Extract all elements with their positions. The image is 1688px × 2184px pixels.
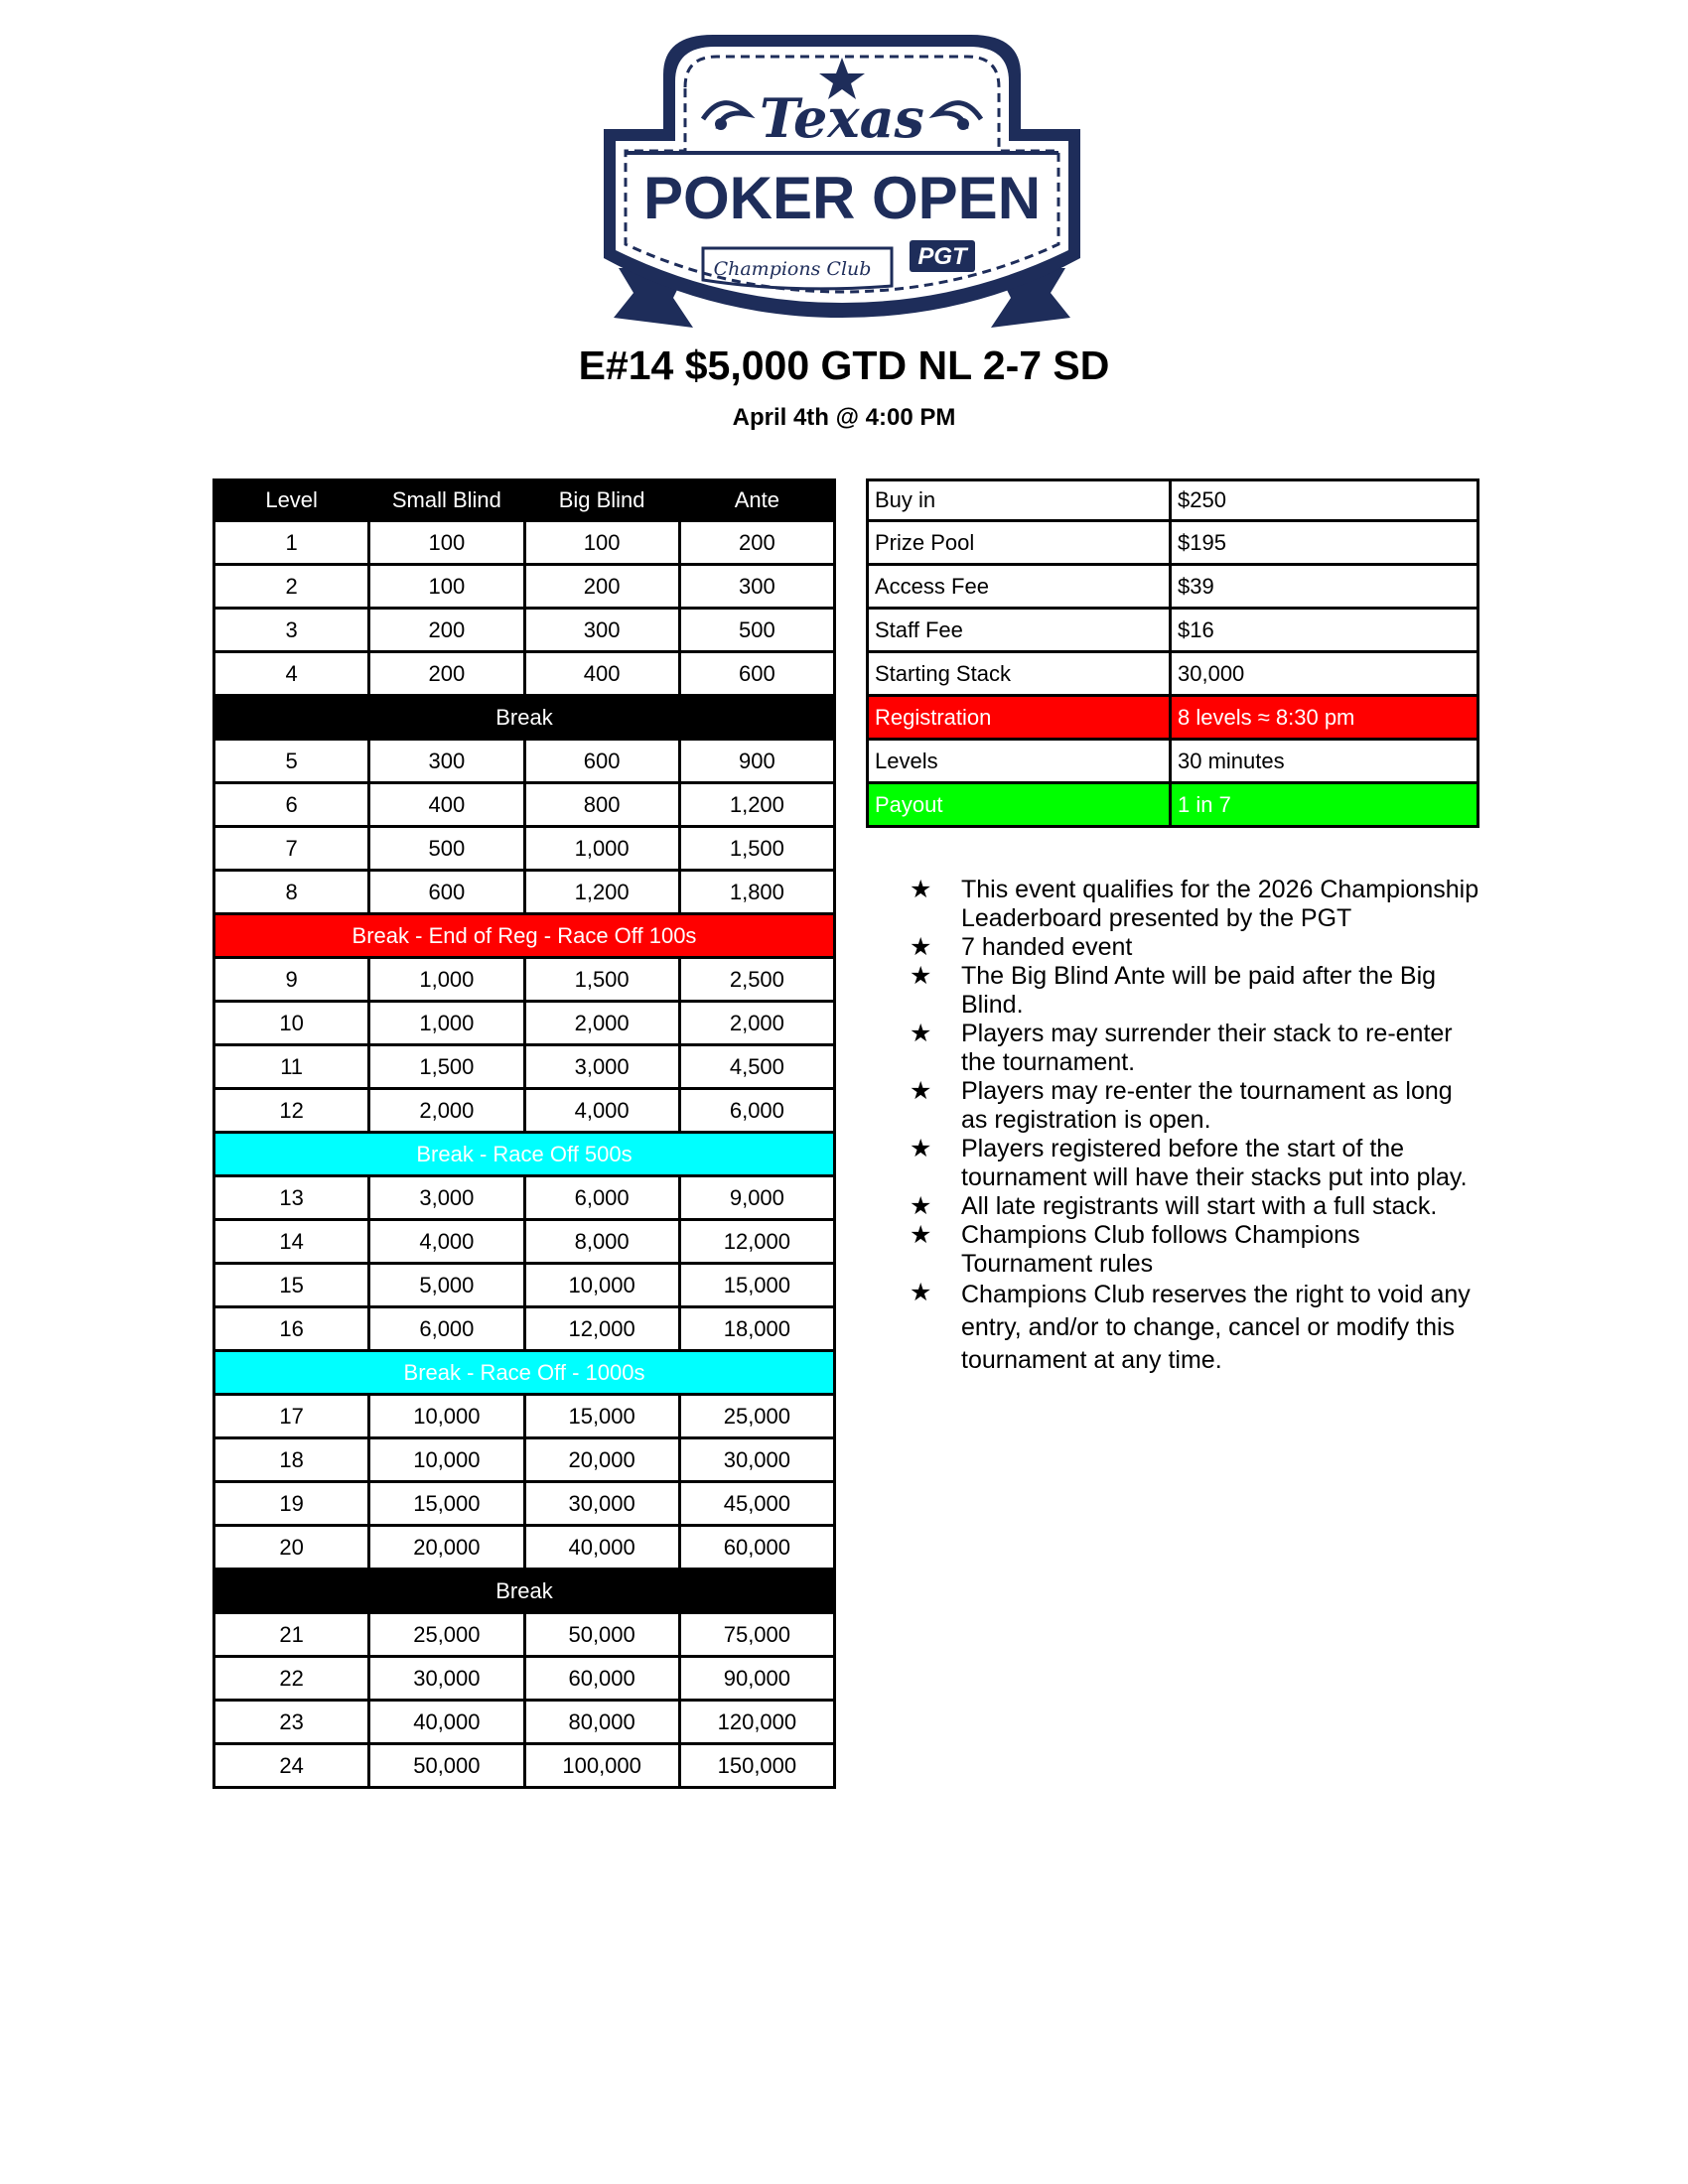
level-cell: 10 <box>215 1003 370 1043</box>
rule-text: Players registered before the start of the tournament will have their stacks put into play. <box>961 1135 1468 1191</box>
level-cell: 5 <box>215 741 370 781</box>
header-big-blind: Big Blind <box>526 481 681 519</box>
logo-pgt-badge: PGT <box>917 243 967 270</box>
small-blind-cell: 2,000 <box>370 1090 525 1131</box>
level-row <box>212 1265 836 1308</box>
logo-texas-word: Texas <box>760 86 924 150</box>
rule-text: Players may surrender their stack to re-enter the tournament. <box>961 1020 1453 1076</box>
star-icon: ★ <box>910 876 932 903</box>
info-value: $16 <box>1178 616 1214 642</box>
level-cell: 9 <box>215 959 370 1000</box>
star-icon: ★ <box>910 1221 932 1249</box>
level-cell: 11 <box>215 1046 370 1087</box>
big-blind-cell: 600 <box>526 741 681 781</box>
ante-cell: 45,000 <box>723 1490 791 1516</box>
ante-cell: 150,000 <box>717 1752 797 1778</box>
ante-cell: 30,000 <box>723 1446 791 1472</box>
small-blind-cell: 40,000 <box>370 1702 525 1742</box>
info-value: 8 levels ≈ 8:30 pm <box>1178 704 1355 730</box>
ante-cell: 1,500 <box>729 835 784 861</box>
blind-table-header <box>212 478 836 522</box>
info-value: 1 in 7 <box>1178 791 1231 817</box>
ante-cell: 1,200 <box>729 791 784 817</box>
info-row <box>866 784 1479 828</box>
info-label: Starting Stack <box>869 653 1172 694</box>
level-row <box>212 1658 836 1702</box>
break-row: Break <box>212 697 836 741</box>
star-icon: ★ <box>910 1020 932 1047</box>
info-value: 30 minutes <box>1178 748 1285 773</box>
ante-cell: 18,000 <box>723 1315 791 1341</box>
ante-cell: 1,800 <box>729 879 784 904</box>
info-row <box>866 741 1479 784</box>
level-cell: 24 <box>215 1745 370 1786</box>
logo-texas-text <box>760 86 924 150</box>
rule-item <box>910 1279 1485 1377</box>
level-cell: 3 <box>215 610 370 650</box>
level-row <box>212 1090 836 1134</box>
big-blind-cell: 1,000 <box>526 828 681 869</box>
level-row <box>212 784 836 828</box>
big-blind-cell: 400 <box>526 653 681 694</box>
event-title: E#14 $5,000 GTD NL 2-7 SD <box>578 342 1110 388</box>
info-row <box>866 697 1479 741</box>
small-blind-cell: 30,000 <box>370 1658 525 1699</box>
small-blind-cell: 200 <box>370 653 525 694</box>
big-blind-cell: 8,000 <box>526 1221 681 1262</box>
ante-cell: 600 <box>739 660 775 686</box>
rule-text: All late registrants will start with a full stack. <box>961 1192 1438 1220</box>
level-cell: 18 <box>215 1439 370 1480</box>
rule-text: 7 handed event <box>961 933 1133 961</box>
level-cell: 12 <box>215 1090 370 1131</box>
big-blind-cell: 200 <box>526 566 681 607</box>
level-row <box>212 1177 836 1221</box>
ante-cell: 15,000 <box>723 1272 791 1297</box>
level-cell: 23 <box>215 1702 370 1742</box>
big-blind-cell: 6,000 <box>526 1177 681 1218</box>
big-blind-cell: 1,200 <box>526 872 681 912</box>
big-blind-cell: 4,000 <box>526 1090 681 1131</box>
level-row <box>212 828 836 872</box>
info-label: Levels <box>869 741 1172 781</box>
ante-cell: 60,000 <box>723 1534 791 1560</box>
small-blind-cell: 400 <box>370 784 525 825</box>
level-cell: 20 <box>215 1527 370 1568</box>
rule-item <box>910 876 1485 933</box>
small-blind-cell: 200 <box>370 610 525 650</box>
small-blind-cell: 6,000 <box>370 1308 525 1349</box>
level-row <box>212 1396 836 1439</box>
texas-poker-open-logo <box>594 20 1090 338</box>
level-cell: 4 <box>215 653 370 694</box>
level-cell: 19 <box>215 1483 370 1524</box>
level-row <box>212 1614 836 1658</box>
ante-cell: 900 <box>739 748 775 773</box>
level-row <box>212 959 836 1003</box>
info-row <box>866 653 1479 697</box>
rule-item <box>910 1135 1485 1192</box>
small-blind-cell: 10,000 <box>370 1439 525 1480</box>
star-icon: ★ <box>910 1279 932 1306</box>
level-cell: 22 <box>215 1658 370 1699</box>
level-row <box>212 1702 836 1745</box>
level-cell: 15 <box>215 1265 370 1305</box>
rule-text: This event qualifies for the 2026 Championship Leaderboard presented by the PGT <box>961 876 1479 932</box>
ante-cell: 25,000 <box>723 1403 791 1429</box>
break-row: Break - End of Reg - Race Off 100s <box>212 915 836 959</box>
level-row <box>212 1483 836 1527</box>
level-cell: 14 <box>215 1221 370 1262</box>
ante-cell: 4,500 <box>729 1053 784 1079</box>
big-blind-cell: 50,000 <box>526 1614 681 1655</box>
break-row: Break - Race Off - 1000s <box>212 1352 836 1396</box>
small-blind-cell: 1,000 <box>370 959 525 1000</box>
rule-item <box>910 962 1485 1020</box>
big-blind-cell: 60,000 <box>526 1658 681 1699</box>
big-blind-cell: 30,000 <box>526 1483 681 1524</box>
header-level: Level <box>215 481 370 519</box>
small-blind-cell: 500 <box>370 828 525 869</box>
small-blind-cell: 1,500 <box>370 1046 525 1087</box>
blind-structure-table <box>212 478 836 1789</box>
ante-cell: 9,000 <box>729 1184 784 1210</box>
small-blind-cell: 100 <box>370 566 525 607</box>
level-row <box>212 1527 836 1570</box>
small-blind-cell: 15,000 <box>370 1483 525 1524</box>
level-row <box>212 1308 836 1352</box>
big-blind-cell: 12,000 <box>526 1308 681 1349</box>
small-blind-cell: 10,000 <box>370 1396 525 1436</box>
header-ante: Ante <box>734 487 779 512</box>
level-row <box>212 1046 836 1090</box>
star-icon: ★ <box>910 962 932 990</box>
big-blind-cell: 20,000 <box>526 1439 681 1480</box>
ante-cell: 75,000 <box>723 1621 791 1647</box>
logo-poker-open-text: POKER OPEN <box>642 165 1042 231</box>
level-cell: 6 <box>215 784 370 825</box>
info-label: Payout <box>869 784 1172 825</box>
level-cell: 7 <box>215 828 370 869</box>
level-row <box>212 522 836 566</box>
ante-cell: 2,000 <box>729 1010 784 1035</box>
small-blind-cell: 20,000 <box>370 1527 525 1568</box>
rule-item <box>910 1020 1485 1077</box>
level-cell: 13 <box>215 1177 370 1218</box>
rule-item <box>910 1221 1485 1279</box>
ante-cell: 120,000 <box>717 1708 797 1734</box>
info-row <box>866 610 1479 653</box>
level-cell: 21 <box>215 1614 370 1655</box>
level-cell: 1 <box>215 522 370 563</box>
rule-text: Champions Club follows Champions Tournament rules <box>961 1221 1360 1278</box>
rule-item <box>910 933 1485 962</box>
ante-cell: 200 <box>739 529 775 555</box>
info-label: Registration <box>869 697 1172 738</box>
info-label: Prize Pool <box>869 522 1172 563</box>
small-blind-cell: 300 <box>370 741 525 781</box>
star-icon: ★ <box>910 933 932 961</box>
rules-list <box>910 876 1485 1377</box>
rule-text: Champions Club reserves the right to void any entry, and/or to change, cancel or modify this tournament at any time. <box>961 1281 1471 1374</box>
header-small-blind: Small Blind <box>370 481 525 519</box>
level-cell: 8 <box>215 872 370 912</box>
info-row <box>866 566 1479 610</box>
ante-cell: 90,000 <box>723 1665 791 1691</box>
event-date: April 4th @ 4:00 PM <box>732 404 956 431</box>
info-value: $195 <box>1178 529 1226 555</box>
info-row <box>866 478 1479 522</box>
rule-item <box>910 1192 1485 1221</box>
level-row <box>212 1221 836 1265</box>
info-value: $39 <box>1178 573 1214 599</box>
info-row <box>866 522 1479 566</box>
info-value: 30,000 <box>1178 660 1245 686</box>
level-row <box>212 566 836 610</box>
ante-cell: 2,500 <box>729 966 784 992</box>
rule-text: Players may re-enter the tournament as long as registration is open. <box>961 1077 1453 1134</box>
level-row <box>212 610 836 653</box>
ante-cell: 12,000 <box>723 1228 791 1254</box>
level-cell: 17 <box>215 1396 370 1436</box>
level-row <box>212 653 836 697</box>
big-blind-cell: 15,000 <box>526 1396 681 1436</box>
ante-cell: 300 <box>739 573 775 599</box>
small-blind-cell: 600 <box>370 872 525 912</box>
level-row <box>212 1745 836 1789</box>
small-blind-cell: 4,000 <box>370 1221 525 1262</box>
level-row <box>212 741 836 784</box>
info-value: $250 <box>1178 487 1226 512</box>
big-blind-cell: 100 <box>526 522 681 563</box>
small-blind-cell: 50,000 <box>370 1745 525 1786</box>
small-blind-cell: 1,000 <box>370 1003 525 1043</box>
logo-champions-club-text: Champions Club <box>713 258 872 280</box>
big-blind-cell: 1,500 <box>526 959 681 1000</box>
big-blind-cell: 300 <box>526 610 681 650</box>
break-row: Break <box>212 1570 836 1614</box>
star-icon: ★ <box>910 1077 932 1105</box>
small-blind-cell: 5,000 <box>370 1265 525 1305</box>
level-cell: 16 <box>215 1308 370 1349</box>
level-cell: 2 <box>215 566 370 607</box>
big-blind-cell: 3,000 <box>526 1046 681 1087</box>
info-label: Staff Fee <box>869 610 1172 650</box>
big-blind-cell: 80,000 <box>526 1702 681 1742</box>
star-icon: ★ <box>910 1135 932 1162</box>
rule-item <box>910 1077 1485 1135</box>
info-label: Access Fee <box>869 566 1172 607</box>
ante-cell: 500 <box>739 616 775 642</box>
small-blind-cell: 100 <box>370 522 525 563</box>
info-label: Buy in <box>869 481 1172 519</box>
big-blind-cell: 800 <box>526 784 681 825</box>
star-icon: ★ <box>910 1192 932 1220</box>
rule-text: The Big Blind Ante will be paid after the Big Blind. <box>961 962 1437 1019</box>
small-blind-cell: 3,000 <box>370 1177 525 1218</box>
level-row <box>212 1003 836 1046</box>
small-blind-cell: 25,000 <box>370 1614 525 1655</box>
ante-cell: 6,000 <box>729 1097 784 1123</box>
level-row <box>212 872 836 915</box>
big-blind-cell: 40,000 <box>526 1527 681 1568</box>
big-blind-cell: 2,000 <box>526 1003 681 1043</box>
tournament-info-table <box>866 478 1479 828</box>
big-blind-cell: 10,000 <box>526 1265 681 1305</box>
big-blind-cell: 100,000 <box>526 1745 681 1786</box>
break-row: Break - Race Off 500s <box>212 1134 836 1177</box>
level-row <box>212 1439 836 1483</box>
